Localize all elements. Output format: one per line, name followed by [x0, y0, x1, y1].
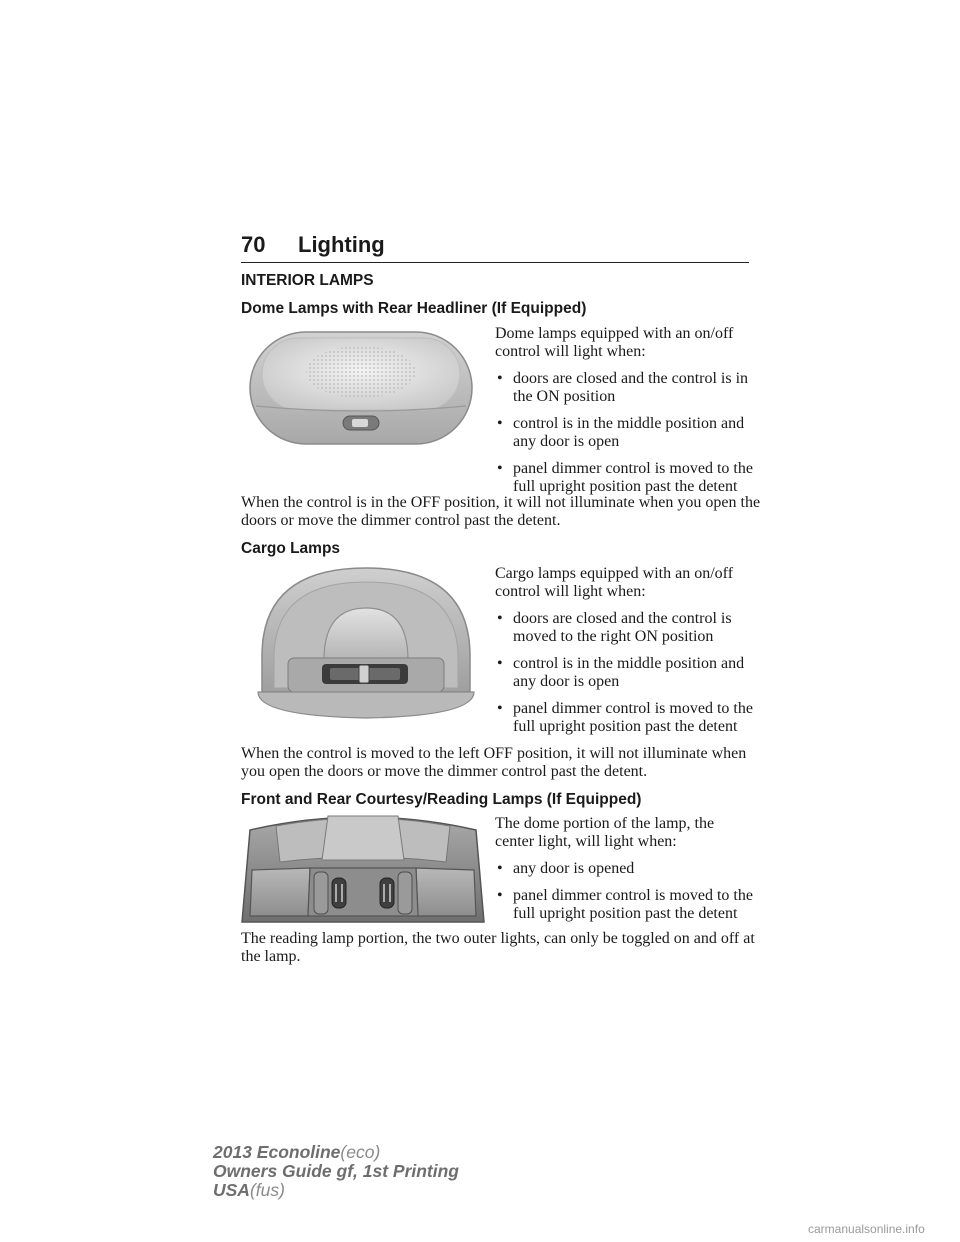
bullet-icon: •	[497, 860, 503, 877]
cargo-bullet-list	[495, 610, 757, 736]
list-item: • doors are closed and the control is in the ON position	[497, 370, 749, 405]
bullet-icon: •	[497, 700, 503, 717]
cargo-lamps-heading: Cargo Lamps	[241, 540, 341, 557]
dome-bullet-list	[495, 370, 757, 496]
footer-guide: Owners Guide gf, 1st Printing	[213, 1161, 459, 1181]
bullet-icon: •	[497, 370, 503, 387]
dome-intro: Dome lamps equipped with an on/off control will light when:	[495, 325, 734, 360]
bullet-icon: •	[497, 610, 503, 627]
list-item: • panel dimmer control is moved to the full upright position past the detent	[497, 460, 753, 495]
dome-lamp-illustration	[248, 330, 474, 448]
list-item: • control is in the middle position and any door is open	[497, 415, 745, 450]
footer-market-code: (fus)	[249, 1180, 285, 1200]
list-item: • panel dimmer control is moved to the full upright position past the detent	[497, 887, 753, 922]
cargo-lamps-text	[495, 565, 757, 745]
footer-model-code: (eco)	[340, 1142, 381, 1162]
footer-model: 2013 Econoline	[213, 1142, 341, 1162]
bullet-icon: •	[497, 655, 503, 672]
watermark: carmanualsonline.info	[808, 1222, 925, 1236]
cargo-note: When the control is moved to the left OFF position, it will not illuminate when you open the doors or move the dimmer control past the detent.	[241, 745, 747, 780]
cargo-intro: Cargo lamps equipped with an on/off control will light when:	[495, 565, 734, 600]
courtesy-lamps-text	[495, 815, 757, 932]
bullet-icon: •	[497, 415, 503, 432]
courtesy-reading-lamp-illustration	[240, 812, 486, 928]
courtesy-note: The reading lamp portion, the two outer lights, can only be toggled on and off at the lamp.	[241, 930, 755, 965]
list-item: • any door is opened	[497, 860, 635, 877]
dome-lamps-heading: Dome Lamps with Rear Headliner (If Equipped)	[241, 300, 587, 317]
courtesy-bullet-list	[495, 860, 757, 923]
dome-lamps-text	[495, 325, 757, 505]
footer-market: USA	[213, 1180, 250, 1200]
document-footer	[213, 1143, 459, 1200]
list-item: • panel dimmer control is moved to the full upright position past the detent	[497, 700, 753, 735]
interior-lamps-heading: INTERIOR LAMPS	[241, 272, 374, 289]
list-item: • doors are closed and the control is moved to the right ON position	[497, 610, 732, 645]
dome-note: When the control is in the OFF position, it will not illuminate when you open the doors or move the dimmer control past the detent.	[241, 494, 761, 529]
courtesy-lamps-heading: Front and Rear Courtesy/Reading Lamps (If Equipped)	[241, 791, 642, 808]
bullet-icon: •	[497, 887, 503, 904]
cargo-lamp-illustration	[256, 564, 476, 724]
courtesy-intro: The dome portion of the lamp, the center light, will light when:	[495, 815, 715, 850]
section-title: Lighting	[298, 232, 385, 257]
page-number: 70	[241, 232, 266, 257]
list-item: • control is in the middle position and any door is open	[497, 655, 745, 690]
bullet-icon: •	[497, 460, 503, 477]
page-header	[241, 232, 749, 263]
